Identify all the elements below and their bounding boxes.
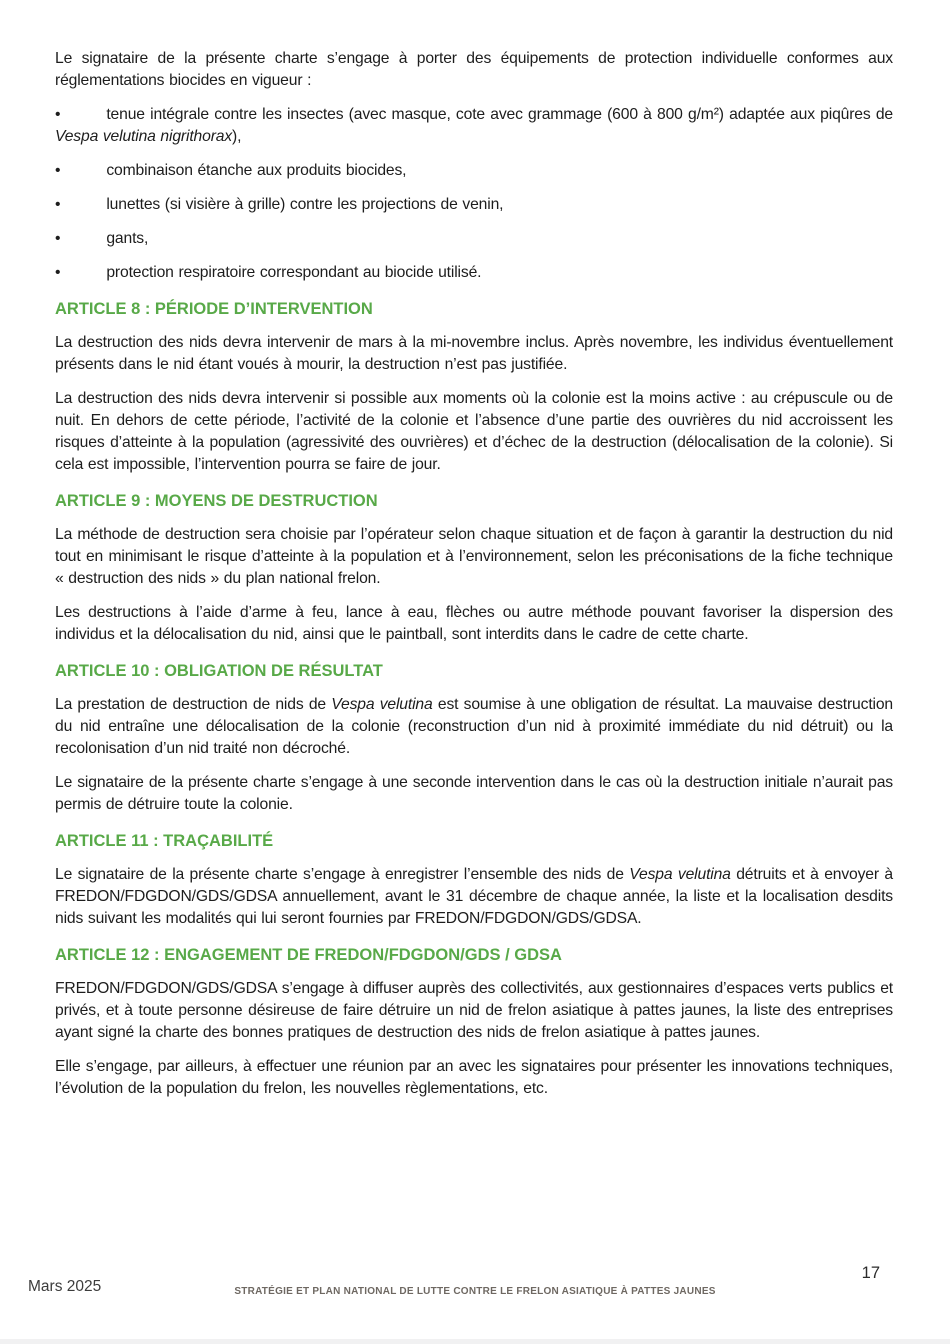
- article-heading: ARTICLE 11 : TRAÇABILITÉ: [55, 832, 274, 850]
- article-paragraph: [55, 864, 893, 930]
- article-heading: ARTICLE 8 : PÉRIODE D’INTERVENTION: [55, 300, 373, 318]
- intro-paragraph: Le signataire de la présente charte s’engage à porter des équipements de protection individuelle conformes aux réglementations biocides en vigueur :: [55, 50, 893, 89]
- article-paragraph: [55, 524, 893, 590]
- bullet-marker: •: [55, 264, 61, 281]
- italic-run: Vespa velutina: [331, 696, 433, 713]
- footer-date: Mars 2025: [28, 1278, 102, 1295]
- bullet-item: [55, 262, 893, 284]
- bullet-marker: •: [55, 162, 61, 179]
- bullet-item: [55, 104, 893, 148]
- article-paragraph: [55, 1056, 893, 1100]
- bullet-item: [55, 194, 893, 216]
- article-sections: [55, 299, 893, 1100]
- footer-document-title: STRATÉGIE ET PLAN NATIONAL DE LUTTE CONTRE LE FRELON ASIATIQUE À PATTES JAUNES: [234, 1286, 716, 1297]
- text-run: est soumise à une obligation de résultat. La mauvaise destruction du nid entraîne une délocalisation de la colonie (reconstruction d’un nid à proximité immédiate du nid détruit) ou la recolonisation d’un nid traité non décroché.: [55, 696, 894, 757]
- article-heading: ARTICLE 9 : MOYENS DE DESTRUCTION: [55, 492, 378, 510]
- page-bottom-edge: [0, 1339, 950, 1344]
- article-paragraph: [55, 772, 893, 816]
- page-number: 17: [861, 1264, 880, 1282]
- article-paragraph: [55, 388, 893, 476]
- text-run: combinaison étanche aux produits biocides,: [106, 162, 407, 179]
- text-run: tenue intégrale contre les insectes (avec masque, cote avec grammage (600 à 800 g/m²) adaptée aux piqûres de: [106, 106, 893, 123]
- bullet-list: [55, 104, 893, 284]
- bullet-marker: •: [55, 106, 61, 123]
- bullet-marker: •: [55, 196, 61, 213]
- page-content: [55, 48, 893, 1112]
- article-paragraph: [55, 978, 893, 1044]
- text-run: détruits et à envoyer à FREDON/FDGDON/GDS/GDSA annuellement, avant le 31 décembre de chaque année, la liste et la localisation desdits nids suivant les modalités qui lui seront fournies par FREDON/FDGDON/GDS/GDSA.: [55, 866, 893, 927]
- article-heading: ARTICLE 10 : OBLIGATION DE RÉSULTAT: [55, 662, 383, 680]
- text-run: La destruction des nids devra intervenir si possible aux moments où la colonie est la moins active : au crépuscule ou de nuit. En dehors de cette période, l’activité de la colonie et l’absence d’une partie des ouvrières du nid accroissent les risques d’atteinte à la population (agressivité des ouvrières) et d’échec de la destruction (délocalisation de la colonie). Si cela est impossible, l’intervention pourra se faire de jour.: [55, 390, 893, 473]
- text-run: Les destructions à l’aide d’arme à feu, lance à eau, flèches ou autre méthode pouvant favoriser la dispersion des individus et la délocalisation du nid, ainsi que le paintball, sont interdits dans le cadre de cette charte.: [55, 604, 893, 643]
- text-run: lunettes (si visière à grille) contre les projections de venin,: [106, 196, 504, 213]
- italic-run: Vespa velutina nigrithorax: [55, 128, 233, 145]
- italic-run: Vespa velutina: [629, 866, 731, 883]
- text-run: FREDON/FDGDON/GDS/GDSA s’engage à diffuser auprès des collectivités, aux gestionnaires d’espaces verts publics et privés, et à toute personne désireuse de faire détruire un nid de frelon asiatique à pattes jaunes, la liste des entreprises ayant signé la charte des bonnes pratiques de destruction des nids de frelon asiatique à pattes jaunes.: [55, 980, 893, 1041]
- text-run: Elle s’engage, par ailleurs, à effectuer une réunion par an avec les signataires pour présenter les innovations techniques, l’évolution de la population du frelon, les nouvelles règlementations, etc.: [55, 1058, 893, 1097]
- text-run: La prestation de destruction de nids de: [55, 696, 332, 713]
- text-run: La méthode de destruction sera choisie par l’opérateur selon chaque situation et de façon à garantir la destruction du nid tout en minimisant le risque d’atteinte à la population et à l’environnement, selon les préconisations de la fiche technique « destruction des nids » du plan national frelon.: [55, 526, 893, 587]
- text-run: protection respiratoire correspondant au biocide utilisé.: [106, 264, 482, 281]
- article-paragraph: [55, 602, 893, 646]
- article-paragraph: [55, 694, 893, 760]
- text-run: Le signataire de la présente charte s’engage à enregistrer l’ensemble des nids de: [55, 866, 630, 883]
- text-run: La destruction des nids devra intervenir de mars à la mi-novembre inclus. Après novembre, les individus éventuellement présents dans le nid étant voués à mourir, la destruction n’est pas justifiée.: [55, 334, 893, 373]
- text-run: Le signataire de la présente charte s’engage à une seconde intervention dans le cas où la destruction initiale n’aurait pas permis de détruire toute la colonie.: [55, 774, 893, 813]
- article-heading: ARTICLE 12 : ENGAGEMENT DE FREDON/FDGDON/GDS / GDSA: [55, 946, 562, 964]
- bullet-item: [55, 160, 893, 182]
- bullet-marker: •: [55, 230, 61, 247]
- text-run: ),: [232, 128, 242, 145]
- bullet-item: [55, 228, 893, 250]
- text-run: gants,: [106, 230, 149, 247]
- article-paragraph: [55, 332, 893, 376]
- page-footer: [0, 1260, 950, 1320]
